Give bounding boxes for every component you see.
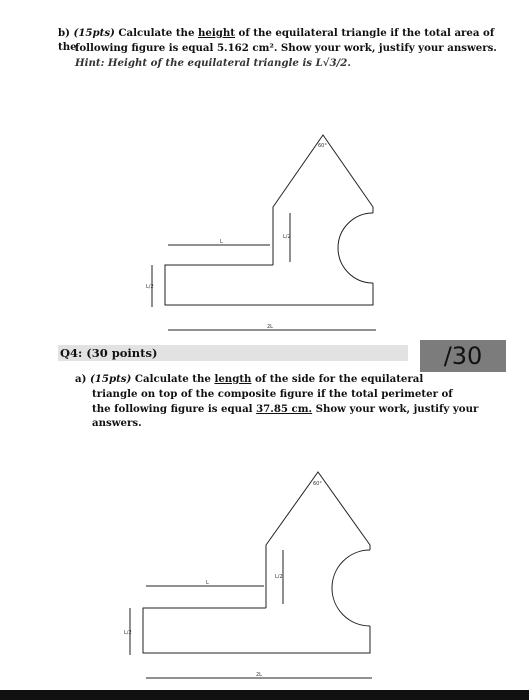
q4-a-line-2: triangle on top of the composite figure if the total perimeter of bbox=[92, 388, 453, 400]
part-b-line-2: following figure is equal 5.162 cm². Show your work, justify your answers. bbox=[75, 42, 497, 54]
part-b-hint bbox=[75, 57, 351, 69]
q4-a-text-1: Calculate the bbox=[131, 373, 215, 385]
half-length-left-label: L/2 bbox=[124, 630, 132, 636]
q4-a-line-3 bbox=[92, 402, 522, 430]
rectangle-outline bbox=[143, 608, 370, 653]
length-label: L bbox=[206, 580, 209, 586]
part-b-keyword: height bbox=[197, 27, 235, 39]
q4-a-line-3-prefix: the following figure is equal bbox=[92, 403, 257, 415]
rectangle-outline bbox=[165, 265, 373, 305]
part-b-label: b) bbox=[58, 27, 70, 39]
double-length-label: 2L bbox=[256, 672, 262, 678]
semicircle-cutout bbox=[338, 213, 373, 283]
triangle-outline bbox=[266, 472, 370, 608]
double-length-label: 2L bbox=[267, 324, 273, 330]
q4-a-points: (15pts) bbox=[89, 373, 132, 385]
composite-figure-1 bbox=[140, 125, 380, 335]
hint-prefix: Hint: Height of the equilateral triangle is bbox=[75, 57, 316, 69]
semicircle-cutout bbox=[332, 550, 370, 626]
q4-a-line-3-suffix: Show your work, justify your answers. bbox=[92, 403, 479, 429]
score-box: /30 bbox=[420, 340, 506, 372]
q4-a-keyword: length bbox=[214, 373, 252, 385]
part-b-text-2: of the equilateral triangle if the total area of the bbox=[58, 27, 495, 53]
half-length-label: L/2 bbox=[283, 234, 291, 240]
angle-label: 60° bbox=[313, 481, 322, 487]
angle-label: 60° bbox=[318, 143, 327, 149]
q4-a-label: a) bbox=[75, 373, 87, 385]
half-length-left-label: L/2 bbox=[146, 284, 154, 290]
half-length-label: L/2 bbox=[275, 574, 283, 580]
triangle-outline bbox=[273, 135, 373, 265]
composite-figure-2 bbox=[118, 460, 378, 685]
q4-title: Q4: (30 points) bbox=[60, 346, 158, 360]
part-b-points: (15pts) bbox=[73, 27, 115, 39]
hint-formula: L√3/2. bbox=[315, 57, 351, 69]
q4-a-line-1 bbox=[75, 372, 425, 386]
q4-a-value: 37.85 cm. bbox=[256, 403, 313, 415]
bottom-bar bbox=[0, 690, 529, 700]
length-label: L bbox=[220, 239, 223, 245]
q4-a-text-2: of the side for the equilateral bbox=[251, 373, 424, 385]
part-b-text-1: Calculate the bbox=[114, 27, 198, 39]
